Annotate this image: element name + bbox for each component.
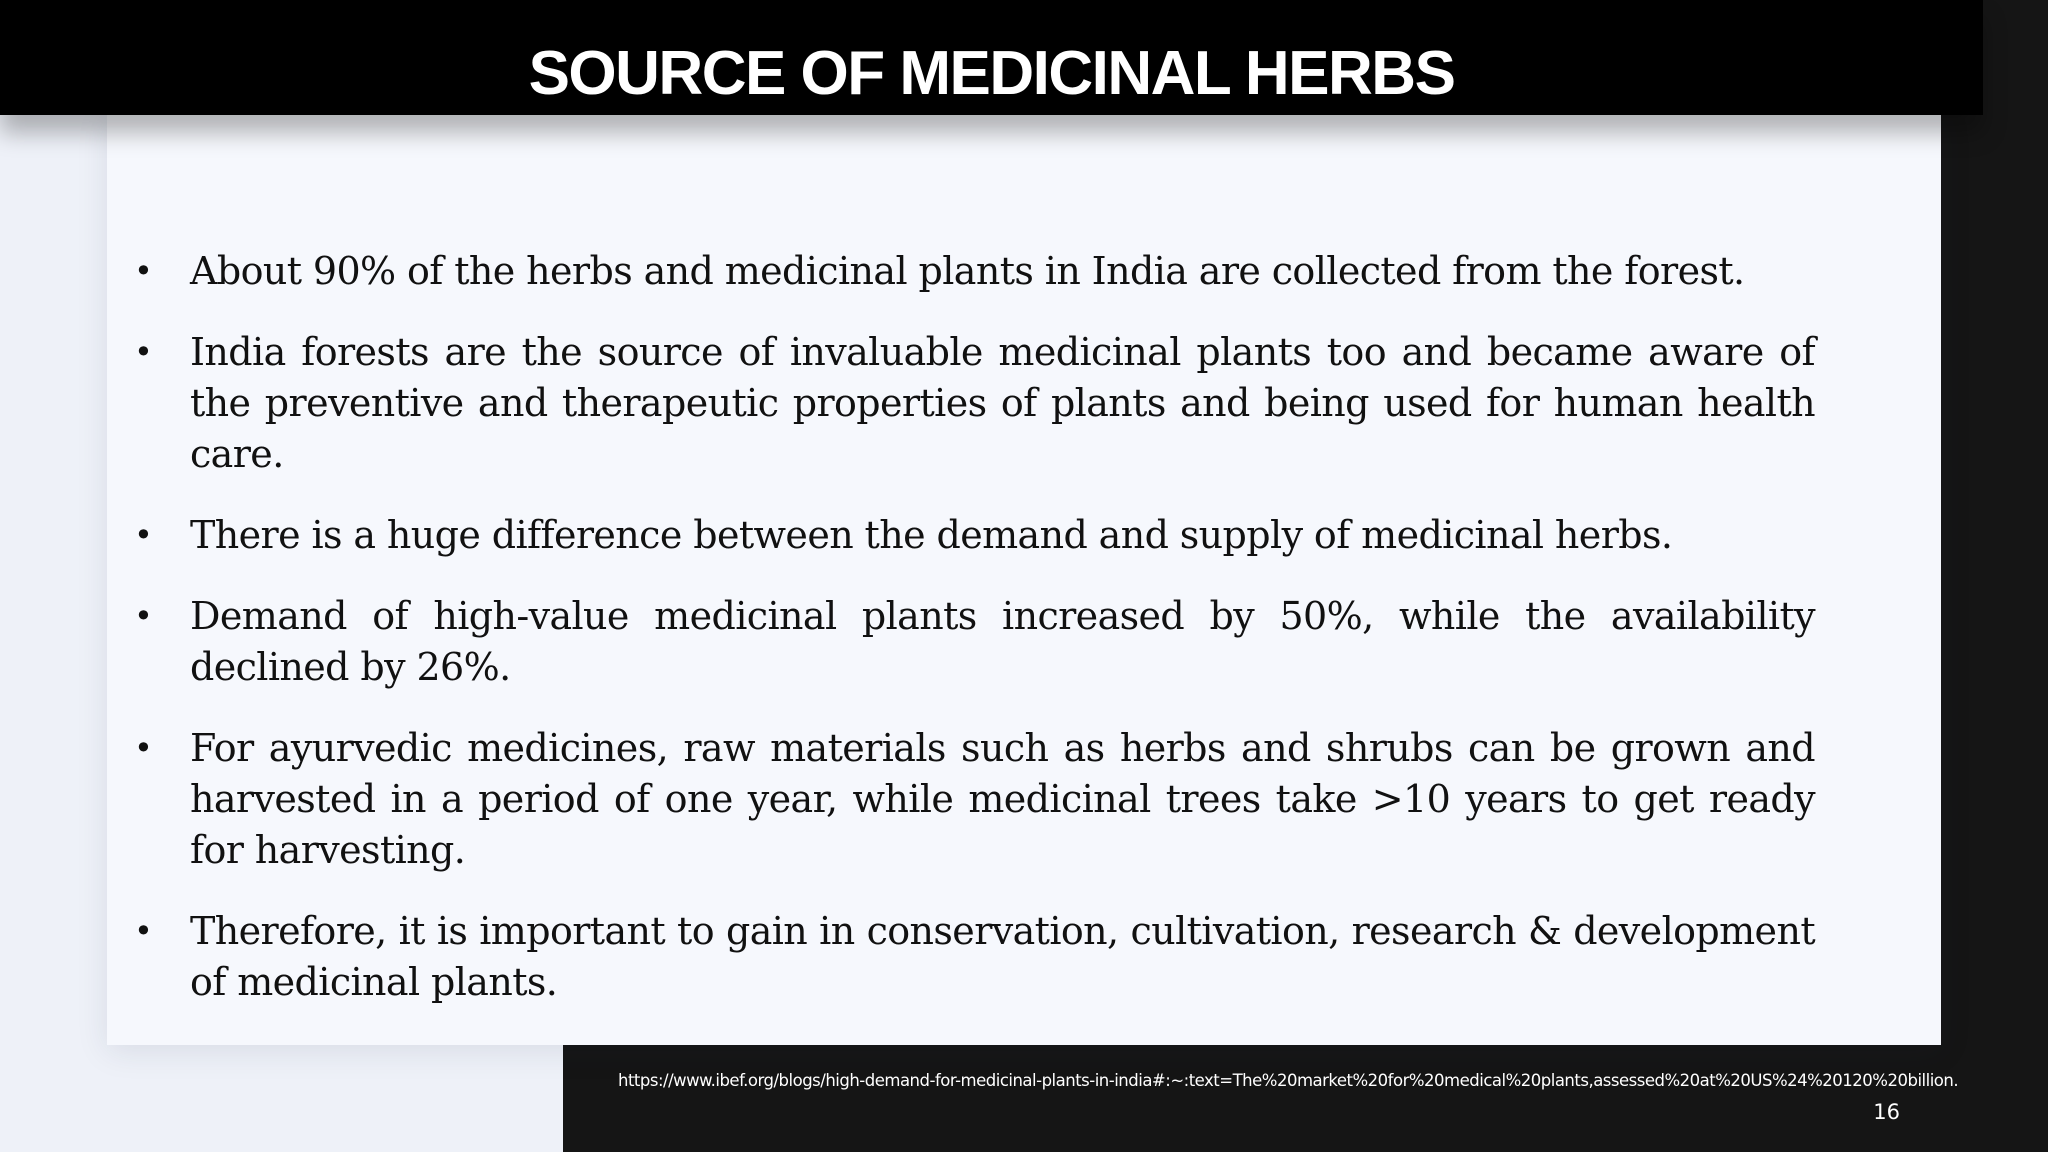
bullet-text: India forests are the source of invaluable medicinal plants too and became aware of the preventive and therapeutic properties of plants and being used for human health care.	[190, 330, 1815, 476]
slide-title: SOURCE OF MEDICINAL HERBS	[528, 39, 1455, 108]
footer-dark-panel	[563, 1045, 2048, 1152]
bullet-item	[134, 723, 1815, 876]
bullet-marker: •	[134, 912, 153, 950]
bullet-marker: •	[134, 516, 153, 554]
bullet-item	[134, 246, 1815, 297]
bullet-marker: •	[134, 252, 153, 290]
bullet-list	[134, 246, 1815, 1038]
bullet-item	[134, 510, 1815, 561]
source-link[interactable]: https://www.ibef.org/blogs/high-demand-for-medicinal-plants-in-india#:~:text=The%20market%20for%20medical%20plants,assessed%20at%20US%24%20120%20billion.	[618, 1071, 1959, 1090]
bullet-text: There is a huge difference between the demand and supply of medicinal herbs.	[190, 513, 1673, 557]
bullet-item	[134, 591, 1815, 693]
bullet-marker: •	[134, 333, 153, 371]
content-card	[107, 112, 1941, 1045]
title-bar	[0, 0, 1983, 115]
right-dark-panel	[1940, 0, 2048, 1152]
page-number: 16	[1873, 1100, 1900, 1124]
bullet-marker: •	[134, 729, 153, 767]
bullet-text: For ayurvedic medicines, raw materials such as herbs and shrubs can be grown and harvested in a period of one year, while medicinal trees take >10 years to get ready for harvesting.	[190, 726, 1815, 872]
bullet-text: About 90% of the herbs and medicinal plants in India are collected from the forest.	[190, 249, 1745, 293]
bullet-text: Demand of high-value medicinal plants increased by 50%, while the availability declined by 26%.	[190, 594, 1815, 689]
bullet-item	[134, 906, 1815, 1008]
bullet-marker: •	[134, 597, 153, 635]
bullet-text: Therefore, it is important to gain in conservation, cultivation, research & development of medicinal plants.	[190, 909, 1815, 1004]
bullet-item	[134, 327, 1815, 480]
